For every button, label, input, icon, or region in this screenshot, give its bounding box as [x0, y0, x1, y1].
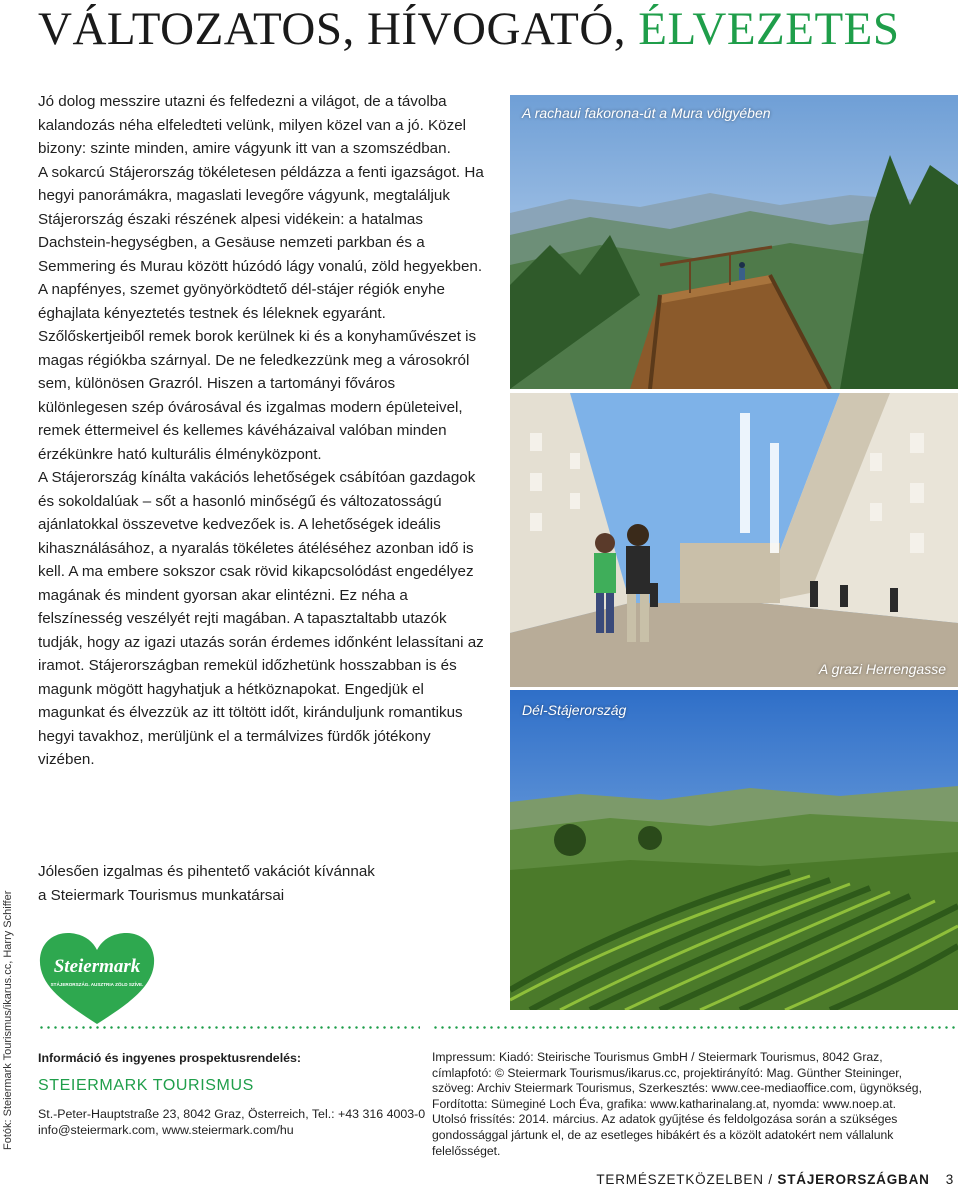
paragraph-intro: Jó dolog messzire utazni és felfedezni a világot, de a távolba kalandozás néha elfeledteti velünk, milyen közel van a jó. Közel bizony: szinte minden, amire vágyunk itt van a szomszédban. — [38, 93, 467, 157]
closing-line-2: a Steiermark Tourismus munkatársai — [38, 887, 285, 904]
page-title — [38, 2, 900, 56]
page-number: 3 — [945, 1172, 954, 1187]
impressum-line: Impressum: Kiadó: Steirische Tourismus GmbH / Steiermark Tourismus, 8042 Graz, — [432, 1050, 883, 1064]
org-name: STEIERMARK TOURISMUS — [38, 1077, 254, 1094]
steiermark-heart-logo — [36, 928, 158, 1028]
title-accent: ÉLVEZETES — [638, 3, 900, 55]
impressum-line: címlapfotó: © Steiermark Tourismus/ikarus.cc, projektirányító: Mag. Günther Steininger, — [432, 1065, 903, 1080]
org-address: St.-Peter-Hauptstraße 23, 8042 Graz, Österreich, Tel.: +43 316 4003-0 — [38, 1107, 426, 1121]
impressum-line: szöveg: Archiv Steiermark Tourismus, Szerkesztés: www.cee-mediaoffice.com, ügynökség, — [432, 1081, 922, 1096]
impressum-block — [432, 1050, 958, 1159]
main-text — [38, 90, 488, 772]
paragraph-regions: A sokarcú Stájerország tökéletesen példázza a fenti igazságot. Ha hegyi panorámákra, magaslati levegőre vágyunk, megtaláljuk Stájerország északi részének alpesi vidékein: a hatalmas Dachstein-hegységben, a Gesäuse nemzeti parkban és a Semmering és Murau között húzódó lágy vonalú, zöld hegyekben. A napfényes, szemet gyönyörködtető dél-stájer régiók enyhe éghajlata kényeztetés testnek és léleknek egyaránt. Szőlőskertjeiből remek borok kerülnek ki és a konyhaművészet is magas régiókba szárnyal. De ne feledkezzünk meg a városokról sem, különösen Grazról. Hiszen a tartományi főváros különlegesen szép óvárosával és izgalmas modern épületeivel, remek éttermeivel és kellemes kávéházaival valóban minden érzékünkre ható kulturális élményközpont. — [38, 163, 484, 463]
info-block — [38, 1050, 428, 1138]
closing-line-1: Jólesően izgalmas és pihentető vakációt kívánnak — [38, 863, 375, 880]
photo-treetop-walkway — [510, 95, 958, 389]
photo-caption: Dél-Stájerország — [522, 702, 627, 718]
closing-greeting — [38, 860, 478, 908]
org-contact: info@steiermark.com, www.steiermark.com/hu — [38, 1123, 294, 1137]
paragraph-travel: A Stájerország kínálta vakációs lehetőségek csábítóan gazdagok és sokoldalúak – sőt a hasonló minőségű és változatosságú ajánlatokkal összevetve kedvezőek is. A lehetőségek ideális kihasználásához, a nyaralás tökéletes átéléséhez azonban idő is kell. A ma embere sokszor csak rövid kikapcsolódást engedélyez magának és mindent gyorsan akar elintézni. Ez néha a felszínesség veszélyét rejti magában. A tapasztaltabb utazók tudják, hogy az igazi utazás során érdemes időnként lelassítani az iramot. Stájerországban remekül időzhetünk hosszabban is és magunk mögött hagyhatjuk a hétköznapokat. Engedjük el magunkat és élvezzük az itt töltött időt, kiránduljunk romantikus hegyi tavakhoz, merüljünk el a termálvizes fürdők jótékony vizében. — [38, 469, 484, 768]
impressum-line: gondossággal jártunk el, de az esetleges hibákért és a közölt adatokért nem vállalunk felelősséget. — [432, 1127, 894, 1158]
svg-text:Steiermark: Steiermark — [53, 956, 141, 977]
dotted-divider-right — [432, 1026, 958, 1029]
svg-text:STÁJERORSZÁG. AUSZTRIA ZÖLD SZ: STÁJERORSZÁG. AUSZTRIA ZÖLD SZÍVE. — [50, 982, 144, 987]
photo-credit: Fotók: Steiermark Tourismus/ikarus.cc, Harry Schiffer — [2, 890, 14, 1150]
dotted-divider-left — [38, 1026, 420, 1029]
photo-graz-street — [510, 393, 958, 687]
title-main: VÁLTOZATOS, HÍVOGATÓ, — [38, 3, 639, 55]
page-footer — [596, 1172, 954, 1187]
photo-vineyards — [510, 690, 958, 1010]
impressum-line: Utolsó frissítés: 2014. március. Az adatok gyűjtése és feldolgozása során a szükséges — [432, 1112, 898, 1127]
impressum-line: Fordította: Sümeginé Loch Éva, grafika: www.katharinalang.at, nyomda: www.noep.at. — [432, 1096, 897, 1111]
footer-section-strong: STÁJERORSZÁGBAN — [777, 1172, 930, 1187]
photo-caption: A rachaui fakorona-út a Mura völgyében — [522, 105, 771, 121]
info-heading: Információ és ingyenes prospektusrendelés: — [38, 1051, 302, 1065]
photo-caption: A grazi Herrengasse — [818, 661, 946, 677]
footer-section: TERMÉSZETKÖZELBEN / — [596, 1172, 778, 1187]
